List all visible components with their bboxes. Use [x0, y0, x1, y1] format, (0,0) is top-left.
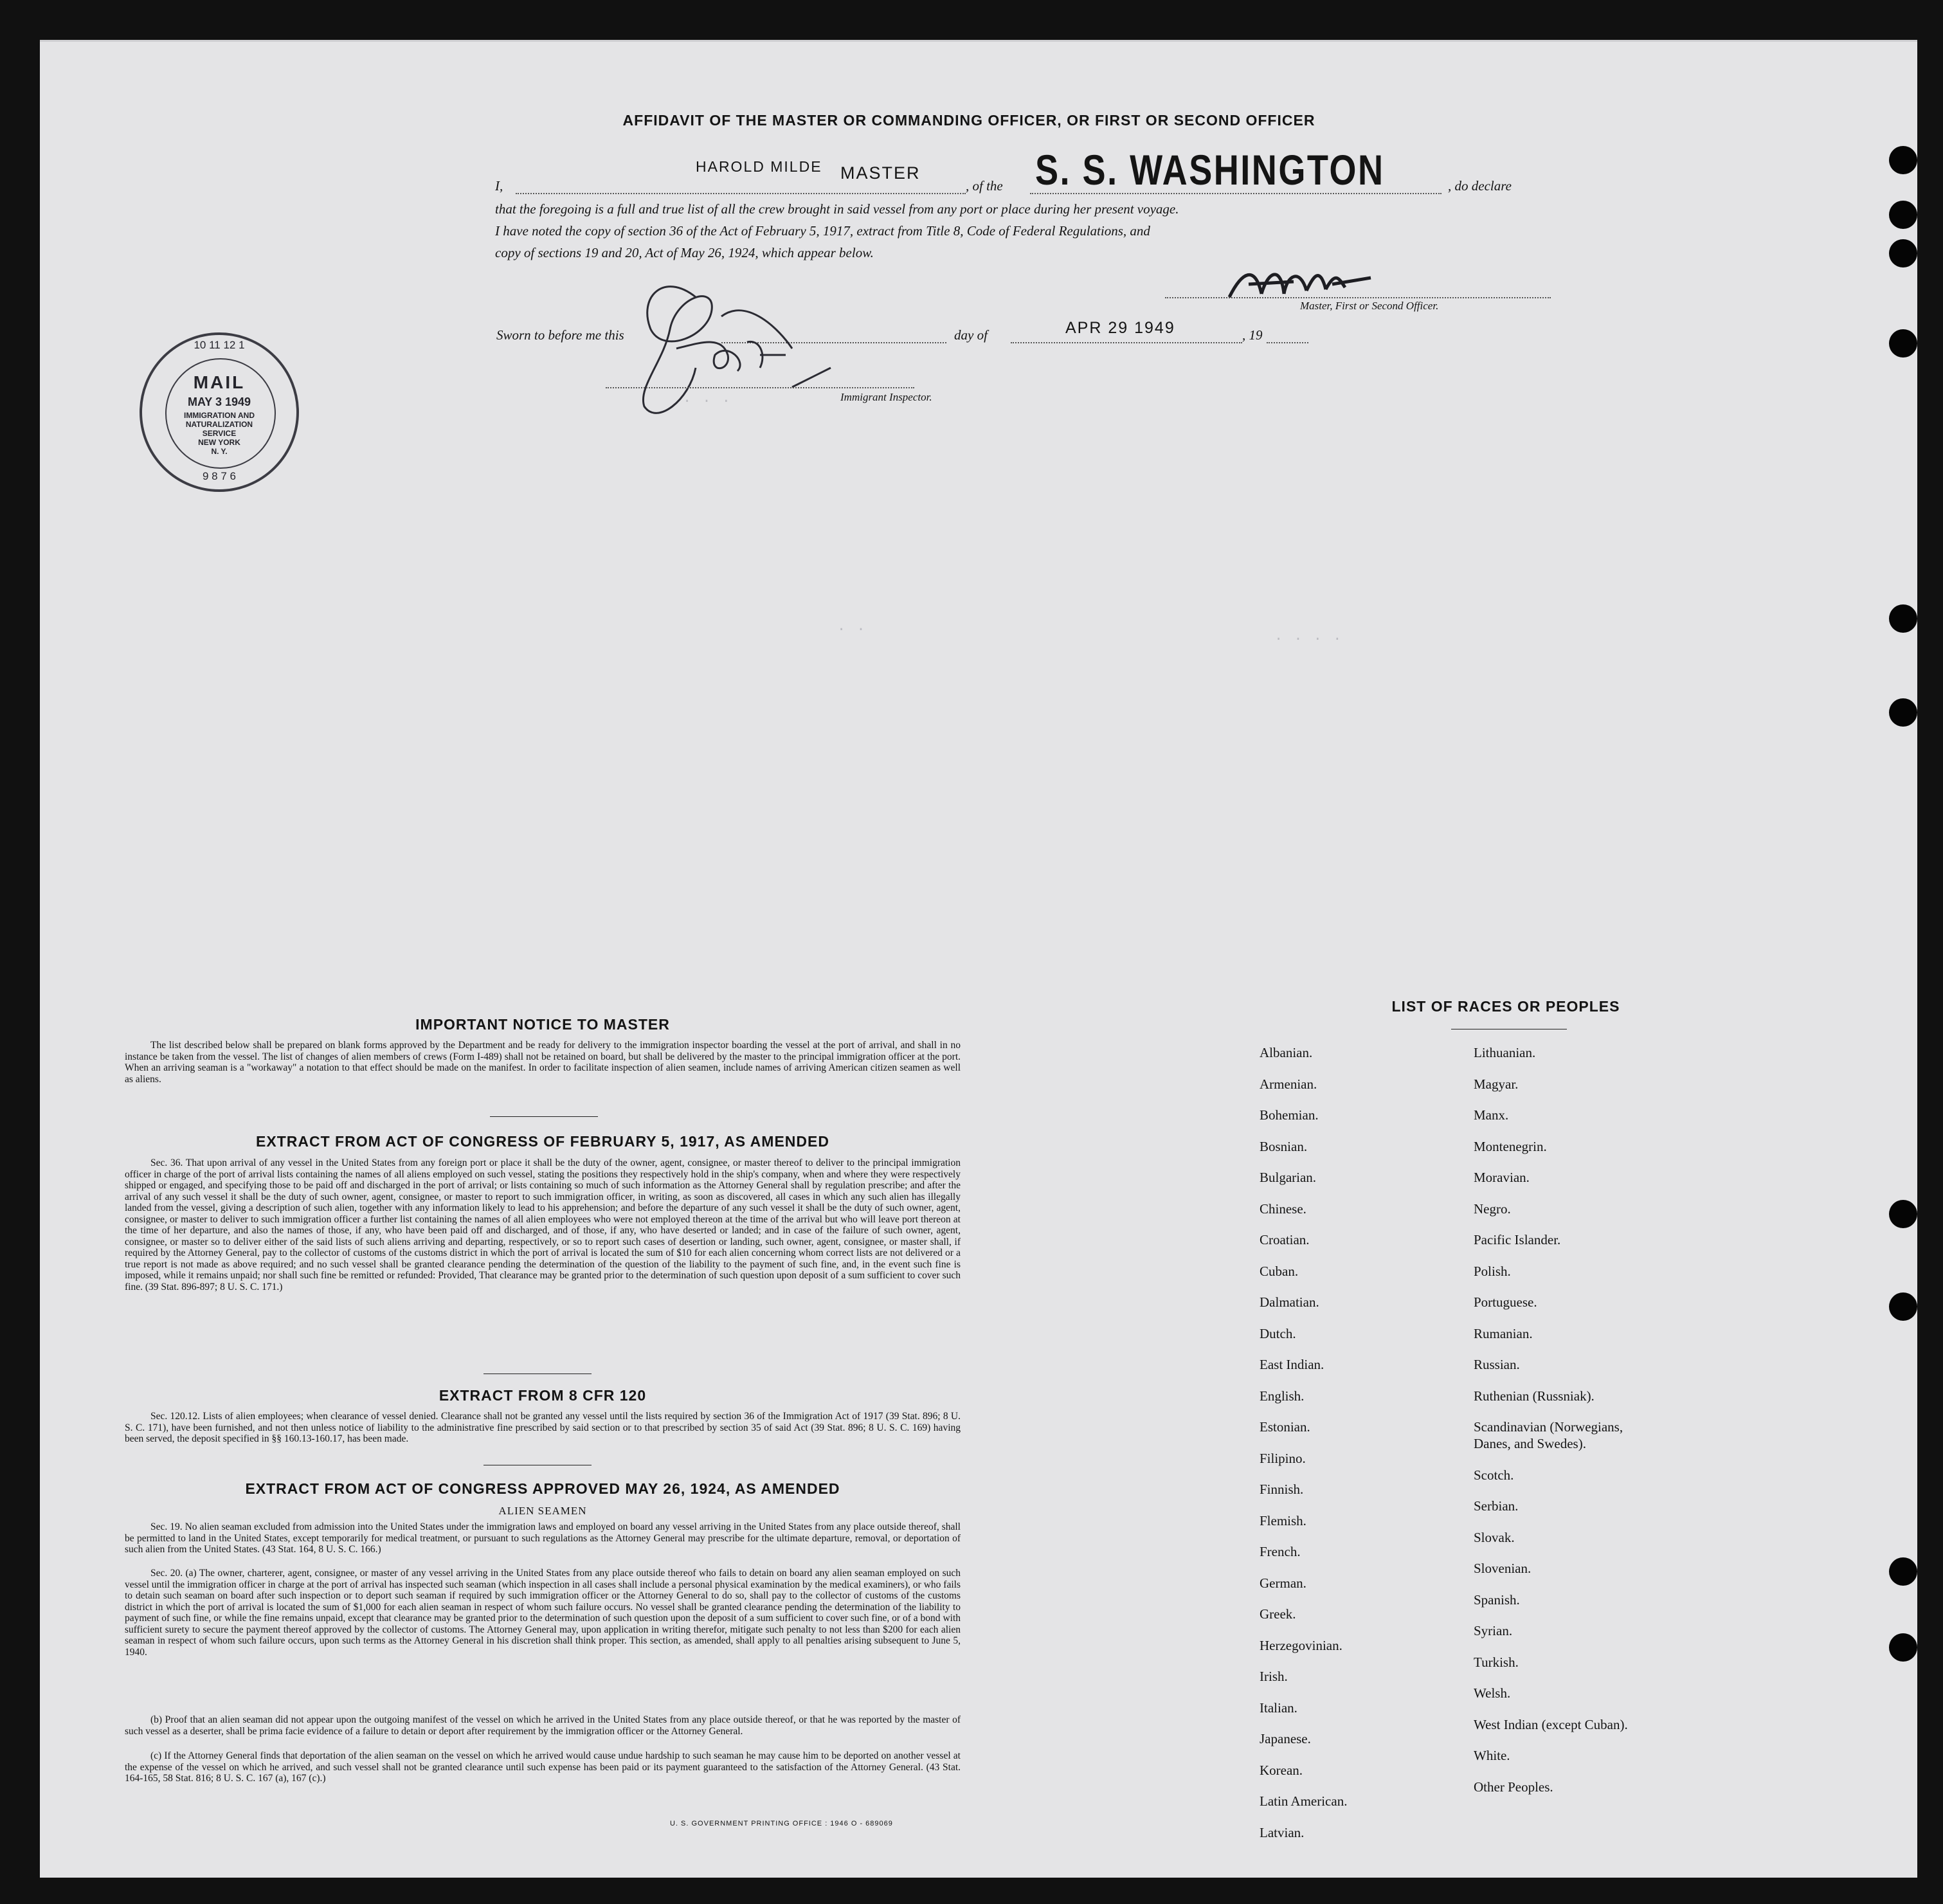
name-line [516, 193, 966, 194]
extract-1924-sec19: Sec. 19. No alien seaman excluded from admission into the United States under the immigration laws and employed on board any vessel arriving in the United States from any place outside thereof, shall be permitted to land in the United States, except temporarily for medical treatment, or pursuant to such regulations as the Attorney General may prescribe for the ultimate departure, removal, or deportation of such alien from the United States. (43 Stat. 164, 8 U. S. C. 166.) [125, 1521, 961, 1555]
race-item: Magyar. [1474, 1076, 1519, 1092]
of-the-text: , of the [966, 178, 1003, 194]
master-name: HAROLD MILDE [696, 158, 822, 175]
stamp-line-1: IMMIGRATION AND [184, 411, 255, 420]
race-item: Negro. [1474, 1201, 1511, 1217]
inspector-signature [599, 258, 869, 426]
bleed-text: . . . [683, 390, 732, 406]
race-item: Filipino. [1260, 1450, 1306, 1466]
bleed-text: . . [837, 619, 867, 635]
binder-hole [1889, 201, 1917, 229]
vessel-name: S. S. WASHINGTON [1035, 146, 1385, 194]
extract-1917-title: EXTRACT FROM ACT OF CONGRESS OF FEBRUARY 5, 1917, AS AMENDED [256, 1133, 829, 1150]
race-item: Latvian. [1260, 1824, 1305, 1840]
extract-cfr-title: EXTRACT FROM 8 CFR 120 [438, 1387, 647, 1404]
race-item: Italian. [1260, 1700, 1297, 1716]
year-prefix: , 19 [1242, 327, 1263, 343]
affidavit-line-2: that the foregoing is a full and true list of all the crew brought in said vessel from any port or place during her present voyage. [495, 201, 1179, 217]
race-item: Turkish. [1474, 1654, 1519, 1670]
race-item: Korean. [1260, 1762, 1303, 1778]
form-page [40, 40, 1917, 1878]
race-item: White. [1474, 1748, 1510, 1763]
race-item: West Indian (except Cuban). [1474, 1716, 1628, 1732]
binder-hole [1889, 1557, 1917, 1586]
race-item: English. [1260, 1388, 1305, 1404]
races-title: LIST OF RACES OR PEOPLES [1391, 998, 1620, 1015]
race-item: Danes, and Swedes). [1474, 1436, 1586, 1451]
race-item: Serbian. [1474, 1498, 1519, 1514]
race-item: Dalmatian. [1260, 1294, 1319, 1310]
sworn-text: Sworn to before me this [496, 327, 624, 343]
binder-hole [1889, 604, 1917, 633]
race-item: Ruthenian (Russniak). [1474, 1388, 1595, 1404]
sworn-date-stamp: APR 29 1949 [1065, 319, 1175, 337]
race-item: Bulgarian. [1260, 1170, 1317, 1185]
race-item: Slovenian. [1474, 1561, 1532, 1576]
affidavit-pronoun: I, [495, 178, 503, 194]
binder-hole [1889, 698, 1917, 727]
extract-cfr-body: Sec. 120.12. Lists of alien employees; when clearance of vessel denied. Clearance shall not be granted any vessel until the lists required by section 36 of the Immigration Act of 1917 (39 Stat. 896; 8 U. S. C. 171), have been furnished, and not then unless notice of liability to the administrative fine prescribed by said section or to that prescribed by section 35 of said Act (39 Stat. 896; 8 U. S. C. 169) having been served, the deposit specified in §§ 160.13-160.17, has been made. [125, 1411, 961, 1444]
page-edge [40, 40, 1917, 42]
race-item: Scotch. [1474, 1467, 1514, 1483]
race-item: Cuban. [1260, 1263, 1299, 1279]
race-item: Scandinavian (Norwegians, [1474, 1419, 1623, 1435]
master-caption: Master, First or Second Officer. [1300, 300, 1439, 312]
year-line [1267, 342, 1308, 343]
extract-1917-body: Sec. 36. That upon arrival of any vessel in the United States from any foreign port or place it shall be the duty of the owner, agent, consignee, or master thereof to deliver to the principal immigration officer in charge of the port of arrival lists containing the names of all aliens employed on such vessel, stating the positions they respectively hold in the ship's company, when and where they were respectively shipped or engaged, and specifying those to be paid off and discharged in the port of arrival; or lists containing so much of such information as the Attorney General shall by regulation prescribe; and after the arrival of any such vessel it shall be the duty of such owner, agent, consignee, or master to report to such immigration officer, in writing, as soon as discovered, all cases in which any such alien has illegally landed from the vessel, giving a description of such alien, together with any information likely to lead to his apprehension; and before the departure of any such vessel it shall be the duty of such owner, agent, consignee, or master to deliver to such immigration officer a further list containing the names of all alien employees who were not employed thereon at the time of the arrival but who will leave port thereon at the time of her departure, and also the names of those, if any, who have been paid off and discharged, and of those, if any, who have deserted or landed; and in case of the failure of such owner, agent, consignee, or master so to deliver either of the said lists of such aliens arriving and departing, respectively, or so to report such cases of desertion or landing, such owner, agent, consignee, or master shall, if required by the Attorney General, pay to the collector of customs of the customs district in which the port of arrival is located the sum of $10 for each alien concerning whom correct lists are not delivered or a true report is not made as above required; and no such vessel shall be granted clearance pending the determination of the question of the liability to the payment of such fine, and, in the event such fine is imposed, while it remains unpaid; nor shall such fine be remitted or refunded: Provided, That clearance may be granted prior to the determination of such question upon deposit of a sum sufficient to cover such fine. (39 Stat. 896-897; 8 U. S. C. 171.) [125, 1157, 961, 1292]
extract-1924-title: EXTRACT FROM ACT OF CONGRESS APPROVED MAY 26, 1924, AS AMENDED [245, 1480, 840, 1497]
race-item: Other Peoples. [1474, 1779, 1553, 1795]
race-item: French. [1260, 1544, 1301, 1559]
race-item: Albanian. [1260, 1045, 1313, 1060]
race-item: Greek. [1260, 1606, 1296, 1622]
race-item: Spanish. [1474, 1591, 1520, 1608]
received-stamp [140, 332, 299, 492]
divider [490, 1116, 598, 1117]
race-item: Lithuanian. [1474, 1045, 1536, 1060]
binder-hole [1889, 146, 1917, 174]
race-item: Russian. [1474, 1357, 1520, 1372]
race-item: Polish. [1474, 1263, 1511, 1279]
do-declare-text: , do declare [1448, 178, 1512, 194]
printer-imprint: U. S. GOVERNMENT PRINTING OFFICE : 1946 O - 689069 [670, 1820, 893, 1827]
race-item: Dutch. [1260, 1325, 1296, 1341]
race-item: Bosnian. [1260, 1138, 1308, 1154]
extract-1924-sec20a: Sec. 20. (a) The owner, charterer, agent, consignee, or master of any vessel arriving in the United States from any place outside thereof who fails to detain on board any alien seaman employed on such vessel until the immigration officer in charge at the port of arrival has inspected such seaman (which inspection in all cases shall include a personal physical examination by the medical examiners), or who fails to detain such seaman on board after such inspection or to deport such seaman if required by such immigration officer or the Attorney General to do so, shall pay to the collector of customs of the customs district in which the port of arrival is located the sum of $1,000 for each alien seaman in respect of whom such failure occurs. No vessel shall be granted clearance pending the determination of the liability to payment of such fine, or while the fine remains unpaid, except that clearance may be granted prior to the determination of such question upon the deposit of a sum sufficient to cover such fine, or of a bond with sufficient surety to secure the payment thereof approved by the collector of customs. The Attorney General may, upon application in writing therefor, mitigate such penalty to not less than $200 for each alien seaman in respect of whom such failure occurs, upon such terms as the Attorney General in his discretion shall think proper. This section, as amended, shall apply to all penalties arising subsequent to June 5, 1940. [125, 1568, 961, 1658]
inspector-signature-line [606, 387, 914, 388]
master-rank: MASTER [840, 163, 921, 183]
race-item: Rumanian. [1474, 1325, 1533, 1341]
race-item: Chinese. [1260, 1201, 1306, 1217]
binder-hole [1889, 239, 1917, 267]
race-item: Portuguese. [1474, 1294, 1537, 1310]
race-item: Flemish. [1260, 1512, 1306, 1528]
day-of-text: day of [954, 327, 988, 343]
affidavit-line-4: copy of sections 19 and 20, Act of May 26, 1924, which appear below. [495, 245, 874, 260]
stamp-line-5: N. Y. [211, 447, 228, 456]
inspector-caption: Immigrant Inspector. [840, 391, 932, 403]
race-item: Latin American. [1260, 1793, 1348, 1809]
race-item: Welsh. [1474, 1685, 1511, 1701]
binder-hole [1889, 329, 1917, 358]
race-item: East Indian. [1260, 1357, 1324, 1372]
binder-hole [1889, 1200, 1917, 1228]
stamp-mail: MAIL [193, 372, 246, 392]
race-item: Estonian. [1260, 1419, 1310, 1435]
race-item: German. [1260, 1575, 1306, 1591]
race-item: Syrian. [1474, 1623, 1513, 1638]
race-item: Bohemian. [1260, 1107, 1319, 1123]
race-item: Slovak. [1474, 1529, 1515, 1545]
extract-1924-sec20b: (b) Proof that an alien seaman did not appear upon the outgoing manifest of the vessel on which he arrived in the United States from any place outside thereof, or that he was reported by the master of such vessel as a deserter, shall be prima facie evidence of a failure to detain or deport after requirement by the immigration officer or the Attorney General. [125, 1714, 961, 1737]
race-item: Moravian. [1474, 1170, 1530, 1185]
affidavit-line-3: I have noted the copy of section 36 of the Act of February 5, 1917, extract from Title 8, Code of Federal Regulations, and [495, 223, 1150, 239]
bleed-text: . . . . [1274, 628, 1343, 644]
race-item: Herzegovinian. [1260, 1637, 1342, 1653]
binder-hole [1889, 1292, 1917, 1321]
stamp-line-4: NEW YORK [198, 438, 240, 447]
race-item: Montenegrin. [1474, 1138, 1547, 1154]
race-item: Croatian. [1260, 1232, 1310, 1247]
stamp-ring-bottom: 9 8 7 6 [203, 470, 236, 482]
stamp-date: MAY 3 1949 [187, 395, 251, 408]
race-item: Finnish. [1260, 1482, 1304, 1497]
extract-1924-subtitle: ALIEN SEAMEN [498, 1505, 587, 1517]
race-item: Armenian. [1260, 1076, 1317, 1092]
extract-1924-sec20c: (c) If the Attorney General finds that deportation of the alien seaman on the vessel on which he arrived would cause undue hardship to such seaman he may cause him to be deported on another vessel at the expense of the vessel on which he arrived, and such vessel shall not be granted clearance until such expense has been paid or its payment guaranteed to the satisfaction of the Attorney General. (43 Stat. 164-165, 58 Stat. 816; 8 U. S. C. 167 (a), 167 (c).) [125, 1750, 961, 1784]
notice-title: IMPORTANT NOTICE TO MASTER [415, 1016, 670, 1033]
binder-hole [1889, 1633, 1917, 1662]
stamp-line-3: SERVICE [202, 429, 237, 438]
notice-body: The list described below shall be prepared on blank forms approved by the Department and be ready for delivery to the immigration inspector boarding the vessel at the port of arrival, and shall in no instance be taken from the vessel. The list of changes of alien members of crews (Form I-489) shall not be retained on board, but shall be delivered by the master to the principal immigration officer at the port. When an arriving seaman is a "workaway" a notation to that effect should be made on the manifest. In order to facilitate inspection of alien seamen, include names of arriving American citizen seamen as well as aliens. [125, 1040, 961, 1085]
stamp-line-2: NATURALIZATION [185, 420, 253, 429]
race-item: Pacific Islander. [1474, 1232, 1561, 1247]
stamp-ring-top: 10 11 12 1 [194, 339, 245, 351]
affidavit-title: AFFIDAVIT OF THE MASTER OR COMMANDING OFFICER, OR FIRST OR SECOND OFFICER [622, 112, 1315, 129]
race-item: Manx. [1474, 1107, 1509, 1123]
race-item: Japanese. [1260, 1731, 1311, 1746]
race-item: Irish. [1260, 1669, 1288, 1684]
sworn-month-line [1011, 342, 1242, 343]
